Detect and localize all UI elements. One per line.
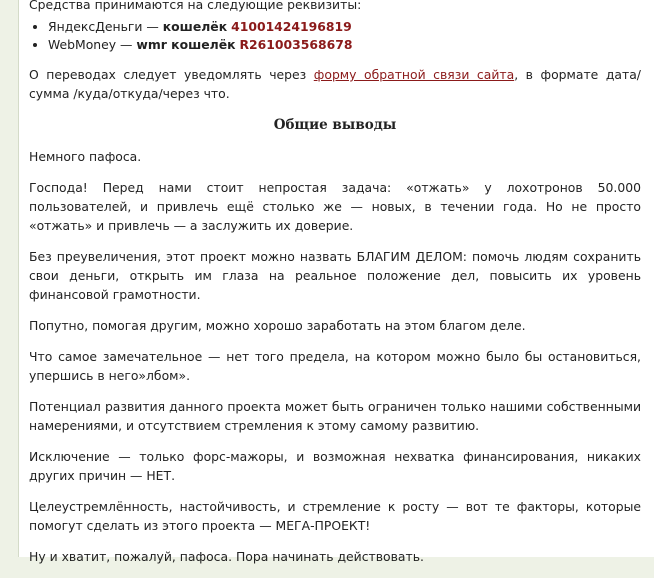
notify-text-before: О переводах следует уведомлять через — [29, 67, 314, 82]
wallet-number: 41001424196819 — [231, 19, 352, 34]
section-heading: Общие выводы — [273, 117, 397, 133]
feedback-form-link[interactable]: форму обратной связи сайта — [313, 67, 515, 82]
paragraph: Целеустремлённость, настойчивость, и стремление к росту — вот те факторы, которые помогут сделать из этого проекта — МЕГА-ПРОЕКТ! — [29, 499, 641, 533]
paragraph: Без преувеличения, этот проект можно назвать БЛАГИМ ДЕЛОМ: помочь людям сохранить свои деньги, открыть им глаза на реальное положение дел, повысить их уровень финансовой грамотности. — [29, 249, 641, 302]
requisites-list — [29, 18, 641, 54]
paragraph: Что самое замечательное — нет того предела, на котором можно было бы остановиться, упершись в него»лбом». — [29, 349, 641, 383]
dash-separator: — — [116, 37, 137, 52]
paragraph: Господа! Перед нами стоит непростая задача: «отжать» у лохотронов 50.000 пользователей, и привлечь ещё столько же — новых, в течении года. Но не просто «отжать» и привлечь — а заслужить их доверие. — [29, 180, 641, 233]
wallet-label: кошелёк — [162, 19, 228, 34]
paragraph: Исключение — только форс-мажоры, и возможная нехватка финансирования, никаких других причин — НЕТ. — [29, 449, 641, 483]
wallet-label: wmr кошелёк — [136, 37, 236, 52]
requisites-intro: Средства принимаются на следующие реквизиты: — [29, 0, 362, 12]
list-item-yandex-money — [48, 18, 641, 36]
article-content — [29, 0, 641, 578]
paragraph: Немного пафоса. — [29, 149, 142, 164]
notify-text-after: , в формате дата/сумма /куда/откуда/через что. — [29, 67, 641, 101]
notify-paragraph — [29, 65, 641, 103]
paragraph: Попутно, помогая другим, можно хорошо заработать на этом благом деле. — [29, 318, 526, 333]
paragraph: Потенциал развития данного проекта может быть ограничен только нашими собственными намерениями, и отсутствием стремления к этому самому развитию. — [29, 399, 641, 433]
payment-system-name: ЯндексДеньги — [48, 19, 143, 34]
article-page — [18, 0, 654, 564]
wallet-number: R261003568678 — [239, 37, 353, 52]
paragraph: Ну и хватит, пожалуй, пафоса. Пора начинать действовать. — [29, 549, 424, 564]
payment-system-name: WebMoney — [48, 37, 117, 52]
list-item-webmoney — [48, 36, 641, 54]
dash-separator: — — [142, 19, 163, 34]
